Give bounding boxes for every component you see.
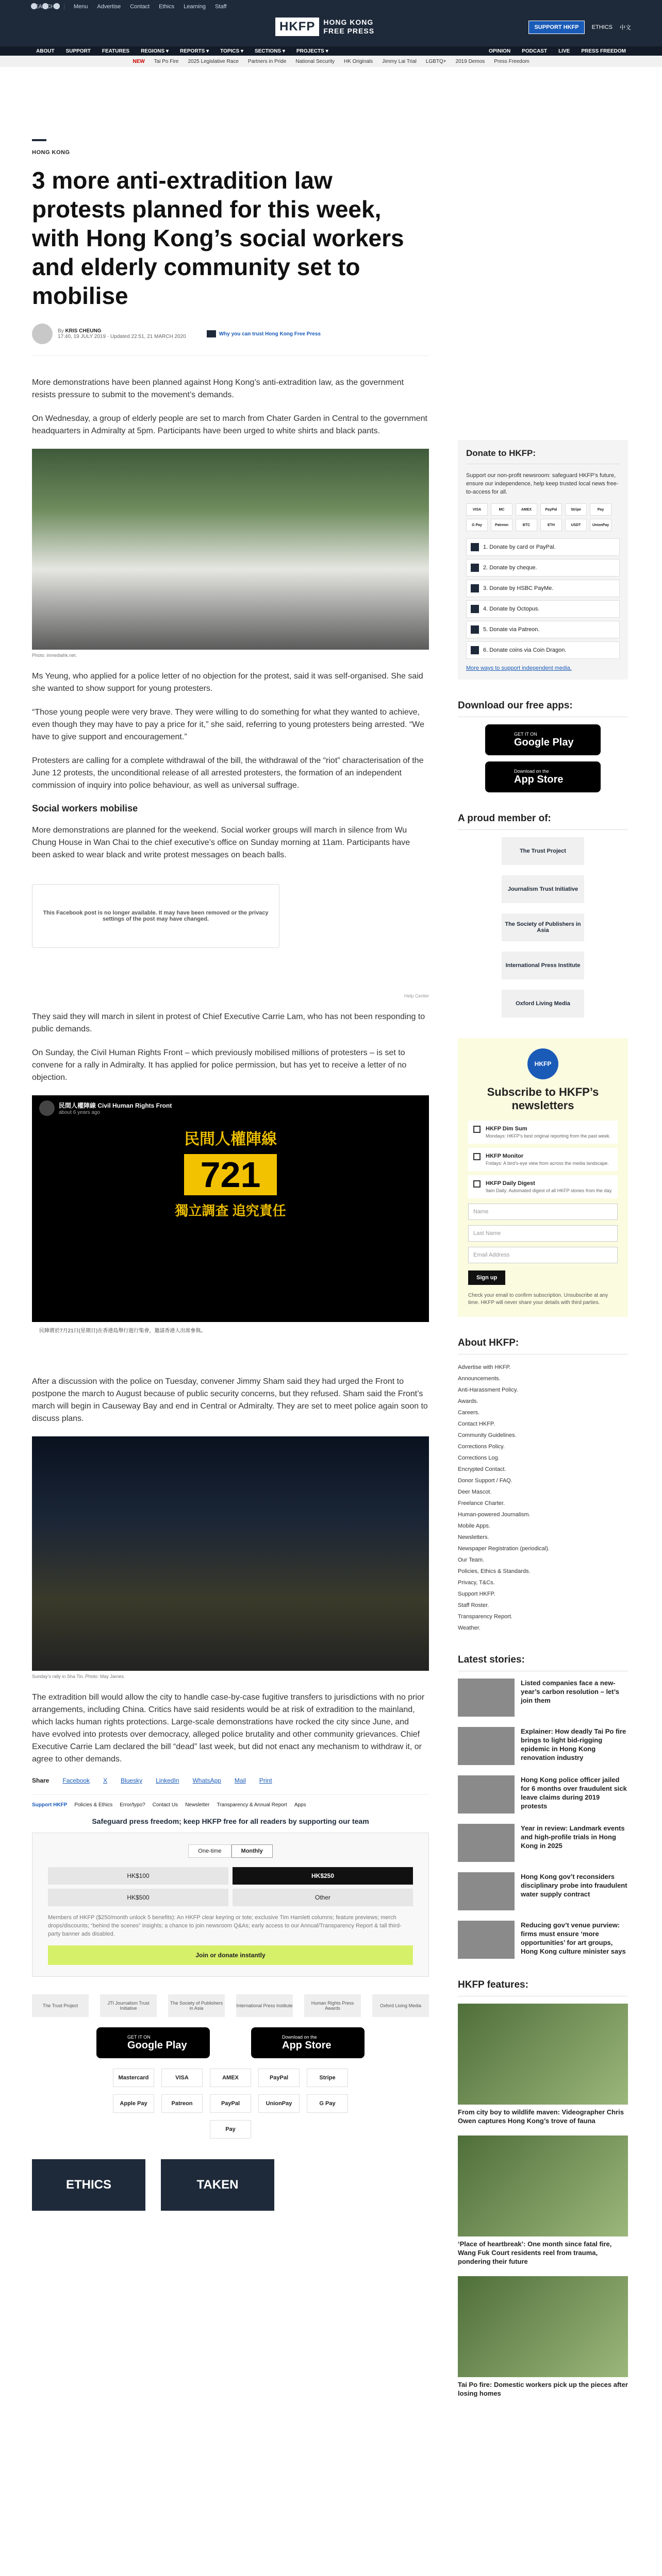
share-label: Share — [32, 1777, 49, 1784]
feature-image — [458, 2136, 628, 2236]
nl-name: HKFP Dim Sum — [486, 1126, 527, 1132]
feature-title: Tai Po fire: Domestic workers pick up the pieces after losing homes — [458, 2381, 628, 2397]
topic-link[interactable]: Partners in Pride — [247, 58, 287, 64]
about-link[interactable]: Our Team. — [458, 1557, 485, 1563]
social-icons — [31, 3, 60, 9]
nl-desc: 9am Daily: Automated digest of all HKFP stories from the day. — [486, 1188, 613, 1193]
story-item[interactable] — [458, 1872, 628, 1910]
widget-title: Download our free apps: — [458, 700, 628, 717]
nav-item[interactable]: REGIONS ▾ — [141, 48, 169, 54]
about-link[interactable]: Awards. — [458, 1398, 478, 1404]
kicker-line — [32, 139, 46, 141]
store-name: Google Play — [127, 2039, 187, 2051]
unionpay-icon: UnionPay — [258, 2094, 300, 2113]
ethics-banner — [32, 2159, 429, 2211]
byline-text: By KRIS CHEUNG 17:40, 19 JULY 2019 · Updated 22:51, 21 MARCH 2020 — [58, 328, 186, 340]
visa-icon: VISA — [466, 503, 488, 516]
nl-desc: Mondays: HKFP’s best original reporting from the past week. — [486, 1133, 610, 1139]
ethics-tile[interactable]: TAKEN — [161, 2159, 274, 2211]
twitter-icon[interactable] — [31, 3, 37, 9]
monthly-tab[interactable]: Monthly — [231, 1844, 273, 1858]
brand-right — [528, 21, 631, 34]
story-thumbnail — [458, 1775, 515, 1814]
store-name: App Store — [282, 2039, 332, 2051]
google-play-button[interactable] — [485, 724, 601, 755]
partner-logo[interactable]: JTI Journalism Trust Initiative — [100, 1994, 157, 2017]
site-logo[interactable] — [275, 18, 374, 36]
mastercard-icon: Mastercard — [113, 2069, 154, 2087]
author-avatar — [32, 324, 53, 344]
ethics-tile[interactable]: ETHICS — [32, 2159, 145, 2211]
fb-page-name[interactable]: 民間人權陣線 Civil Human Rights Front — [59, 1102, 172, 1109]
about-link[interactable]: Anti-Harassment Policy. — [458, 1387, 518, 1393]
safeguard-heading: Safeguard press freedom; keep HKFP free for all readers by supporting our team — [92, 1817, 369, 1825]
story-title: Year in review: Landmark events and high-profile trials in Hong Kong in 2025 — [521, 1824, 625, 1850]
bitcoin-icon: BTC — [516, 519, 537, 531]
about-link[interactable]: Human-powered Journalism. — [458, 1512, 531, 1518]
subheading: Social workers mobilise — [32, 803, 138, 814]
about-link[interactable]: Privacy, T&Cs. — [458, 1580, 495, 1586]
chinese-link[interactable]: 中文 — [620, 25, 631, 31]
payment-icons — [96, 2069, 365, 2139]
donate-card — [32, 1833, 429, 1977]
trust-icon — [207, 330, 216, 337]
latest-stories — [458, 1679, 628, 1959]
logo-text — [323, 18, 374, 36]
nav-item[interactable]: TOPICS ▾ — [220, 48, 243, 54]
apple-pay-icon: Pay — [590, 503, 611, 516]
store-caption: GET IT ON — [127, 2034, 151, 2040]
newsletter-option[interactable] — [468, 1148, 618, 1171]
card-icon — [471, 543, 479, 551]
membership-note: Members of HKFP ($250/month unlock 5 benefits): An HKFP clear keyring or tote; exclusive Tim Hamlett columns; feature previews; merch drops/discounts; “behind the scenes” insights; a chance to join newsroom Q&As; early access to our Annual/Transparency Report & tall third-party banner ads disabled. — [48, 1914, 402, 1937]
paragraph: After a discussion with the police on Tuesday, convener Jimmy Sham said they had urged the Front to postpone the march to August because of public security concerns, but they refused. Sham said the Front’s march will begin in Causeway Bay and end in Central or Admiralty. They are set to meet police again soon to discuss plans. — [32, 1377, 428, 1423]
topic-bar — [0, 56, 662, 67]
option-label: 6. Donate coins via Coin Dragon. — [483, 647, 567, 653]
store-name: App Store — [514, 773, 564, 785]
paragraph: On Wednesday, a group of elderly people are set to march from Chater Garden in Central to the government headquarters in Admiralty at 5pm. Participants have been urged to white shirts and black pants. — [32, 414, 427, 435]
story-title: Listed companies face a new-year’s carbon resolution – let’s join them — [521, 1679, 619, 1704]
nav-item[interactable]: REPORTS ▾ — [179, 48, 209, 54]
option-label: 4. Donate by Octopus. — [483, 606, 540, 612]
share-x[interactable]: X — [103, 1777, 108, 1784]
widget-title: Donate to HKFP: — [466, 448, 620, 464]
join-button[interactable]: Join or donate instantly — [48, 1945, 413, 1965]
about-link[interactable]: Careers. — [458, 1410, 480, 1416]
story-title: Hong Kong gov’t reconsiders disciplinary probe into fraudulent water supply contract — [521, 1873, 627, 1898]
photo-caption: Sunday’s rally in Sha Tin. Photo: May James. — [32, 1674, 125, 1679]
feature-item[interactable] — [458, 2276, 628, 2398]
paypal-icon: PayPal — [258, 2069, 300, 2087]
widget-title: Latest stories: — [458, 1654, 628, 1671]
article-photo-sha-tin-rally — [32, 1436, 429, 1671]
option-label: 3. Donate by HSBC PayMe. — [483, 585, 554, 591]
checkbox[interactable] — [473, 1180, 481, 1188]
amex-icon: AMEX — [516, 503, 537, 516]
newsletter-option[interactable] — [468, 1121, 618, 1144]
app-store-button[interactable] — [251, 2027, 365, 2058]
about-link[interactable]: Corrections Policy. — [458, 1444, 505, 1450]
one-time-tab[interactable]: One-time — [188, 1844, 231, 1858]
donate-intro: Support our non-profit newsroom: safeguard HKFP’s future, ensure our independence, help keep trusted local news free-to-access for all. — [466, 472, 619, 495]
share-facebook[interactable]: Facebook — [62, 1777, 90, 1784]
nl-name: HKFP Monitor — [486, 1153, 524, 1159]
paragraph: More demonstrations have been planned against Hong Kong’s anti-extradition law, as the government resists pressure to submit to the movement’s demands. — [32, 378, 404, 399]
nav-item[interactable]: OPINION — [488, 48, 511, 54]
footer-link[interactable]: Apps — [294, 1802, 306, 1808]
story-item[interactable] — [458, 1679, 628, 1717]
about-link[interactable]: Policies, Ethics & Standards. — [458, 1568, 531, 1574]
donate-option[interactable] — [466, 580, 620, 597]
article-footer-links — [32, 1794, 429, 1808]
store-name: Google Play — [514, 736, 574, 748]
nav-item[interactable]: PODCAST — [522, 48, 548, 54]
trust-label: Why you can trust Hong Kong Free Press — [219, 331, 321, 337]
photo-caption: Photo: inmediahk.net. — [32, 653, 77, 658]
amex-icon: AMEX — [210, 2069, 251, 2087]
member-logo[interactable]: Oxford Living Media — [502, 990, 584, 1018]
checkbox[interactable] — [473, 1153, 481, 1160]
unionpay-icon: UnionPay — [590, 519, 611, 531]
story-title: Hong Kong police officer jailed for 6 months over fraudulent sick leave claims during 2019 protests — [521, 1776, 627, 1810]
donate-widget — [458, 440, 628, 680]
about-link[interactable]: Staff Roster. — [458, 1602, 489, 1608]
story-thumbnail — [458, 1727, 515, 1765]
about-link[interactable]: Freelance Charter. — [458, 1500, 505, 1506]
article-title: 3 more anti-extradition law protests planned for this week, with Hong Kong’s social workers and elderly community set to mobilise — [32, 167, 404, 309]
partner-logos — [32, 1994, 429, 2017]
amount-option[interactable]: HK$500 — [48, 1889, 228, 1906]
about-link[interactable]: Weather. — [458, 1625, 481, 1631]
option-label: 1. Donate by card or PayPal. — [483, 544, 556, 550]
topbar-link[interactable]: Staff — [214, 4, 227, 10]
member-logos — [458, 837, 628, 1018]
paragraph: On Sunday, the Civil Human Rights Front – which previously mobilised millions of protesters – is set to convene for a rally in Admiralty. It has applied for police permission, but has yet to receive a letter of no objection. — [32, 1048, 407, 1082]
about-link[interactable]: Transparency Report. — [458, 1614, 512, 1620]
paragraph: Ms Yeung, who applied for a police letter of no objection for the protest, said it was self-organised. She said she wanted to show support for young protesters. — [32, 672, 423, 693]
byline — [32, 324, 429, 356]
nav-item[interactable]: PROJECTS ▾ — [296, 48, 328, 54]
tether-icon: USDT — [565, 519, 587, 531]
article-photo-elderly-protest — [32, 449, 429, 650]
amount-option-selected[interactable]: HK$250 — [233, 1867, 413, 1885]
story-item[interactable] — [458, 1727, 628, 1765]
checkbox[interactable] — [473, 1126, 481, 1133]
option-label: 5. Donate via Patreon. — [483, 626, 540, 633]
nl-name: HKFP Daily Digest — [486, 1180, 535, 1187]
last-name-field[interactable]: Last Name — [468, 1225, 618, 1242]
page-avatar — [39, 1100, 55, 1116]
topic-link[interactable]: 2025 Legislative Race — [188, 58, 239, 64]
story-title: Reducing gov’t venue purview: firms must ensure ‘more opportunities’ for art groups, Hong Kong culture minister says — [521, 1921, 626, 1955]
publish-date: 17:40, 19 JULY 2019 — [58, 334, 106, 340]
feature-title: ‘Place of heartbreak’: One month since fatal fire, Wang Fuk Court residents reel from trauma, pondering their future — [458, 2240, 612, 2265]
about-link[interactable]: Corrections Log. — [458, 1455, 500, 1461]
donate-option[interactable] — [466, 621, 620, 638]
newsletter-note: Check your email to confirm subscription. Unsubscribe at any time. HKFP will never share your details with third parties. — [468, 1293, 608, 1306]
about-link[interactable]: Donor Support / FAQ. — [458, 1478, 512, 1484]
topic-link[interactable]: 2019 Demos — [455, 58, 485, 64]
feature-image — [458, 2004, 628, 2105]
poster-org: 民間人權陣線 — [184, 1131, 277, 1148]
share-whatsapp[interactable]: WhatsApp — [192, 1777, 221, 1784]
topbar-link[interactable]: Menu — [73, 4, 88, 10]
visa-icon: VISA — [161, 2069, 203, 2087]
store-caption: GET IT ON — [514, 731, 537, 737]
support-hkfp-button[interactable]: SUPPORT HKFP — [528, 21, 584, 34]
newsletter-option[interactable] — [468, 1175, 618, 1198]
ethereum-icon: ETH — [540, 519, 562, 531]
hkfp-badge: HKFP — [527, 1048, 558, 1079]
poster-slogan: 獨立調查 追究責任 — [175, 1203, 286, 1218]
trust-link[interactable] — [207, 330, 321, 337]
more-ways-link[interactable]: More ways to support independent media. — [466, 665, 572, 671]
new-badge: NEW — [133, 58, 145, 64]
footer-link[interactable]: Newsletter — [185, 1802, 210, 1808]
patreon-icon: Patreon — [161, 2094, 203, 2113]
share-bluesky[interactable]: Bluesky — [121, 1777, 143, 1784]
widget-title: About HKFP: — [458, 1337, 628, 1354]
story-thumbnail — [458, 1872, 515, 1910]
newsletter-title: Subscribe to HKFP’s newsletters — [487, 1086, 599, 1112]
patreon-icon — [471, 625, 479, 634]
about-link[interactable]: Newspaper Registration (periodical). — [458, 1546, 550, 1552]
paragraph: More demonstrations are planned for the weekend. Social worker groups will march in silence from Wu Chung House in Wan Chai to the chief executive’s office on Sunday morning at 11am. Participants have been asked to wear black and write protest messages on beach balls. — [32, 826, 410, 859]
story-item[interactable] — [458, 1921, 628, 1959]
story-thumbnail — [458, 1921, 515, 1959]
partner-logo[interactable]: Human Rights Press Awards — [304, 1994, 361, 2017]
nav-item[interactable]: SECTIONS ▾ — [254, 48, 285, 54]
footer-link[interactable]: Policies & Ethics — [74, 1802, 113, 1808]
app-store-buttons — [32, 2027, 429, 2058]
fb-post-text: 民陣將於7月21日(星期日)在香港島舉行遊行集會，邀請香港人出席參與。 — [32, 1322, 429, 1363]
donate-option[interactable] — [466, 538, 620, 556]
footer-link[interactable]: Contact Us — [152, 1802, 178, 1808]
cheque-icon — [471, 564, 479, 572]
feature-item[interactable] — [458, 2004, 628, 2125]
topic-link[interactable]: Tai Po Fire — [154, 58, 179, 64]
partner-logo[interactable]: The Society of Publishers in Asia — [168, 1994, 225, 2017]
google-play-button[interactable] — [96, 2027, 210, 2058]
about-link[interactable]: Advertise with HKFP. — [458, 1364, 511, 1370]
email-field[interactable]: Email Address — [468, 1247, 618, 1263]
help-center-link[interactable]: Help Center — [404, 993, 429, 998]
topic-link[interactable]: LGBTQ+ — [425, 58, 446, 64]
story-title: Explainer: How deadly Tai Po fire brings to light bid-rigging epidemic in Hong Kong renovation industry — [521, 1727, 626, 1761]
option-label: 2. Donate by cheque. — [483, 565, 537, 571]
article-kicker[interactable]: HONG KONG — [32, 149, 70, 156]
amount-option-other[interactable]: Other — [233, 1889, 413, 1906]
app-store-button[interactable] — [485, 761, 601, 792]
facebook-embed-post[interactable] — [32, 1095, 429, 1363]
nav-item[interactable]: PRESS FREEDOM — [581, 48, 626, 54]
about-link[interactable]: Newsletters. — [458, 1534, 489, 1540]
apple-pay-icon: Apple Pay — [113, 2094, 154, 2113]
google-pay-icon: G Pay — [466, 519, 488, 531]
support-link[interactable]: Support HKFP — [32, 1802, 68, 1808]
topic-link[interactable]: Press Freedom — [494, 58, 529, 64]
topic-link[interactable]: National Security — [295, 58, 335, 64]
about-link[interactable]: Announcements. — [458, 1376, 501, 1382]
top-utility-bar — [0, 0, 662, 13]
logo-line-2: FREE PRESS — [323, 27, 375, 35]
pay-icon: Pay — [210, 2120, 251, 2139]
footer-link[interactable]: Error/typo? — [120, 1802, 145, 1808]
footer-link[interactable]: Transparency & Annual Report — [217, 1802, 287, 1808]
coin-icon — [471, 646, 479, 654]
brand-bar — [0, 13, 662, 46]
paypal-icon: PayPal — [540, 503, 562, 516]
story-item[interactable] — [458, 1824, 628, 1862]
about-link[interactable]: Support HKFP. — [458, 1591, 495, 1597]
fb-post-time: about 6 years ago — [59, 1110, 101, 1115]
paragraph: They said they will march in silent in protest of Chief Executive Carrie Lam, who has not been responding to public demands. — [32, 1012, 425, 1033]
logo-box: HKFP — [275, 18, 319, 36]
about-link[interactable]: Community Guidelines. — [458, 1432, 517, 1438]
nav-item[interactable]: LIVE — [558, 48, 570, 54]
article — [32, 139, 429, 2211]
about-link[interactable]: Contact HKFP. — [458, 1421, 495, 1427]
topbar-link[interactable]: Ethics — [159, 4, 175, 10]
fb-post-header — [32, 1095, 429, 1121]
facebook-embed-unavailable: This Facebook post is no longer available. It may have been removed or the privacy settings of the post may have changed. — [32, 884, 279, 948]
feature-image — [458, 2276, 628, 2377]
nl-desc: Fridays: A bird’s-eye view from across the media landscape. — [486, 1161, 609, 1166]
paragraph: “Those young people were very brave. They were willing to do something for what they wanted to achieve, even though they may have to pay a price for it,” she said, referring to young protesters being arrested. “We have to give support and encouragement.” — [32, 708, 424, 741]
logo-line-1: HONG KONG — [323, 18, 374, 26]
topbar-link[interactable]: Contact — [130, 4, 150, 10]
story-thumbnail — [458, 1679, 515, 1717]
stripe-icon: Stripe — [307, 2069, 348, 2087]
feature-title: From city boy to wildlife maven: Videographer Chris Owen captures Hong Kong’s trove of fauna — [458, 2108, 624, 2125]
share-bar — [32, 1777, 429, 1784]
store-caption: Download on the — [514, 768, 549, 774]
feature-stories — [458, 2004, 628, 2398]
member-logo[interactable]: International Press Institute — [502, 952, 584, 979]
donate-option[interactable] — [466, 600, 620, 618]
author-name[interactable]: KRIS CHEUNG — [65, 328, 102, 334]
main-nav — [0, 46, 662, 56]
donate-option[interactable] — [466, 559, 620, 577]
octopus-icon — [471, 605, 479, 613]
topic-link[interactable]: HK Originals — [343, 58, 373, 64]
paragraph: The extradition bill would allow the city to handle case-by-case fugitive transfers to jurisdictions with no prior arrangements, including China. Critics have said residents would be at risk of extradition to the mainland, which lacks human rights protections. Large-scale demonstrations have rocked the city since June, and have evolved into protests over democracy, alleged police brutality and other community grievances. Chief Executive Carrie Lam declared the bill “dead” last week, but did not enact any mechanism to withdraw it, or agree to other demands. — [32, 1693, 425, 1764]
nav-right — [489, 48, 626, 54]
stripe-icon: Stripe — [565, 503, 587, 516]
partner-logo[interactable]: International Press Institute — [236, 1994, 293, 2017]
member-logo[interactable]: The Trust Project — [502, 837, 584, 865]
widget-title: HKFP features: — [458, 1979, 628, 1996]
facebook-icon[interactable] — [42, 3, 48, 9]
paypal-icon: PayPal — [210, 2094, 251, 2113]
payment-card-icons — [466, 503, 620, 531]
google-pay-icon: G Pay — [307, 2094, 348, 2113]
poster-date: 721 — [184, 1154, 277, 1195]
partner-logo[interactable]: The Trust Project — [32, 1994, 89, 2017]
nav-item[interactable]: ABOUT — [36, 48, 55, 54]
nav-item[interactable]: SUPPORT — [65, 48, 91, 54]
about-link[interactable]: Deer Mascot. — [458, 1489, 492, 1495]
apps-widget — [458, 700, 628, 792]
patreon-icon: Patreon — [491, 519, 512, 531]
share-mail[interactable]: Mail — [234, 1777, 246, 1784]
amount-option[interactable]: HK$100 — [48, 1867, 228, 1885]
updated-date: Updated 22:51, 21 MARCH 2020 — [110, 334, 186, 340]
frequency-toggle — [48, 1844, 413, 1858]
share-linkedin[interactable]: LinkedIn — [156, 1777, 179, 1784]
topbar-link[interactable]: Advertise — [97, 4, 121, 10]
ethics-link[interactable]: ETHICS — [591, 24, 613, 30]
paragraph: Protesters are calling for a complete withdrawal of the bill, the withdrawal of the “riot” characterisation of the June 12 protests, the unconditional release of all arrested protesters, the formation of an independent commission of inquiry into police behaviour, as well as universal suffrage. — [32, 756, 424, 790]
payme-icon — [471, 584, 479, 592]
sidebar — [458, 440, 628, 2408]
about-link[interactable]: Mobile Apps. — [458, 1523, 490, 1529]
topic-link[interactable]: Jimmy Lai Trial — [382, 58, 417, 64]
member-logo[interactable]: Journalism Trust Initiative — [502, 875, 584, 903]
feature-item[interactable] — [458, 2136, 628, 2266]
about-link[interactable]: Encrypted Contact. — [458, 1466, 506, 1472]
first-name-field[interactable]: Name — [468, 1204, 618, 1220]
rally-poster — [135, 1121, 326, 1322]
topbar-link[interactable]: Learning — [184, 4, 206, 10]
member-logo[interactable]: The Society of Publishers in Asia — [502, 913, 584, 941]
partner-logo[interactable]: Oxford Living Media — [372, 1994, 429, 2017]
widget-title: A proud member of: — [458, 813, 628, 830]
newsletter-widget — [458, 1038, 628, 1317]
sign-up-button[interactable]: Sign up — [468, 1270, 505, 1285]
story-thumbnail — [458, 1824, 515, 1862]
mastercard-icon: MC — [491, 503, 512, 516]
story-item[interactable] — [458, 1775, 628, 1814]
donate-option[interactable] — [466, 641, 620, 659]
amount-options — [48, 1867, 413, 1906]
nav-item[interactable]: FEATURES — [102, 48, 130, 54]
instagram-icon[interactable] — [54, 3, 60, 9]
share-print[interactable]: Print — [259, 1777, 272, 1784]
about-links — [458, 1362, 628, 1634]
store-caption: Download on the — [282, 2034, 317, 2040]
